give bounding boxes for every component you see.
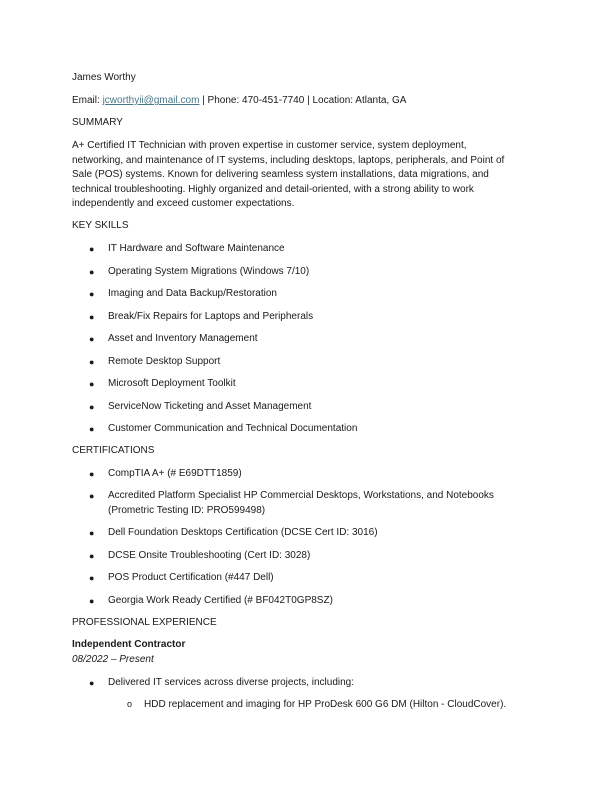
bullet-icon: ● [89, 424, 95, 434]
summary-paragraph [72, 139, 538, 212]
bullet-icon: ● [89, 677, 95, 688]
bullet-icon: ● [89, 311, 95, 322]
contact-line [72, 95, 406, 107]
bullet-icon: ● [89, 468, 95, 479]
summary-line: Sale (POS) systems. Known for delivering seamless system installations, data migrations, and [72, 169, 489, 180]
summary-line: independently and exceed customer expectations. [72, 198, 295, 209]
certifications-heading: CERTIFICATIONS [72, 445, 155, 456]
bullet-icon: ● [89, 334, 95, 344]
experience-heading: PROFESSIONAL EXPERIENCE [72, 617, 217, 628]
bullet-icon: ● [89, 528, 95, 538]
bullet-icon: ● [89, 356, 95, 367]
summary-line: networking, and maintenance of IT systems, including desktops, laptops, peripherals, and Point of [72, 154, 505, 166]
hollow-bullet-icon: o [127, 699, 133, 709]
bullet-icon: ● [89, 379, 95, 389]
bullet-icon: ● [89, 550, 95, 561]
job-title: Independent Contractor [72, 639, 186, 650]
summary-line: A+ Certified IT Technician with proven expertise in customer service, system deployment, [72, 140, 467, 151]
job-dates: 08/2022 – Present [72, 654, 154, 665]
bullet-icon: ● [89, 244, 95, 254]
summary-heading: SUMMARY [72, 117, 123, 128]
email-link[interactable]: jcworthyii@gmail.com [102, 95, 200, 106]
key-skills-heading: KEY SKILLS [72, 220, 129, 231]
bullet-icon: ● [89, 266, 95, 277]
bullet-icon: ● [89, 595, 95, 606]
candidate-name: James Worthy [72, 72, 136, 83]
bullet-icon: ● [89, 289, 95, 299]
contact-details: | Phone: 470-451-7740 | Location: Atlanta, GA [199, 95, 407, 106]
bullet-icon: ● [89, 491, 95, 501]
email-label: Email: [72, 95, 103, 106]
summary-line: technical troubleshooting. Highly organized and detail-oriented, with a strong ability to work [72, 183, 474, 195]
bullet-icon: ● [89, 401, 95, 412]
bullet-icon: ● [89, 573, 95, 583]
